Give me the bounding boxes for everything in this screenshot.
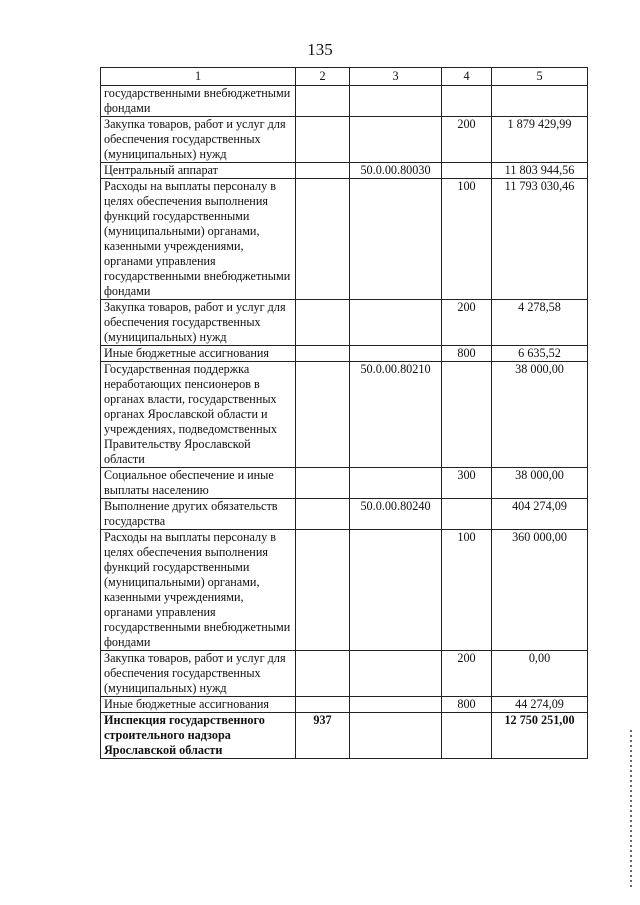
header-cell: 2 [296,68,350,86]
table-row [101,300,588,346]
code-cell [296,163,350,179]
code-cell: 937 [296,713,350,759]
amount-cell [492,86,588,117]
name-cell: Социальное обеспечение и иные выплаты населению [101,468,296,499]
article-cell [350,530,442,651]
article-cell [350,697,442,713]
margin-mark [630,730,632,890]
table-row [101,117,588,163]
expense-type-cell: 200 [442,117,492,163]
expense-type-cell: 100 [442,530,492,651]
code-cell [296,117,350,163]
table-row [101,530,588,651]
article-cell [350,179,442,300]
code-cell [296,530,350,651]
article-cell [350,468,442,499]
header-row [101,68,588,86]
amount-cell: 6 635,52 [492,346,588,362]
table-row [101,362,588,468]
expense-type-cell [442,86,492,117]
name-cell: Закупка товаров, работ и услуг для обеспечения государственных (муниципальных) нужд [101,651,296,697]
expense-type-cell: 800 [442,697,492,713]
expense-type-cell: 200 [442,300,492,346]
table-row [101,468,588,499]
article-cell [350,86,442,117]
name-cell: Центральный аппарат [101,163,296,179]
name-cell: Инспекция государственного строительного надзора Ярославской области [101,713,296,759]
amount-cell: 1 879 429,99 [492,117,588,163]
header-cell: 5 [492,68,588,86]
expense-type-cell [442,362,492,468]
name-cell: Расходы на выплаты персоналу в целях обеспечения выполнения функций государственными (муниципальными) органами, казенными учреждениями, органами управления государственными внебюджетными фондами [101,530,296,651]
amount-cell: 38 000,00 [492,468,588,499]
amount-cell: 0,00 [492,651,588,697]
article-cell: 50.0.00.80240 [350,499,442,530]
expense-type-cell: 200 [442,651,492,697]
article-cell: 50.0.00.80210 [350,362,442,468]
header-cell: 4 [442,68,492,86]
expense-type-cell: 100 [442,179,492,300]
code-cell [296,468,350,499]
article-cell [350,651,442,697]
name-cell: Иные бюджетные ассигнования [101,697,296,713]
expense-type-cell [442,713,492,759]
expense-type-cell [442,163,492,179]
expense-type-cell: 800 [442,346,492,362]
article-cell [350,300,442,346]
table-row [101,499,588,530]
header-cell: 3 [350,68,442,86]
code-cell [296,346,350,362]
code-cell [296,697,350,713]
name-cell: государственными внебюджетными фондами [101,86,296,117]
amount-cell: 44 274,09 [492,697,588,713]
amount-cell: 360 000,00 [492,530,588,651]
article-cell [350,346,442,362]
code-cell [296,300,350,346]
expense-type-cell [442,499,492,530]
name-cell: Закупка товаров, работ и услуг для обеспечения государственных (муниципальных) нужд [101,117,296,163]
table-row [101,651,588,697]
amount-cell: 38 000,00 [492,362,588,468]
article-cell [350,713,442,759]
name-cell: Государственная поддержка неработающих пенсионеров в органах власти, государственных органах Ярославской области и учреждениях, подведомственных Правительству Ярославской области [101,362,296,468]
code-cell [296,179,350,300]
name-cell: Иные бюджетные ассигнования [101,346,296,362]
name-cell: Расходы на выплаты персоналу в целях обеспечения выполнения функций государственными (муниципальными) органами, казенными учреждениями, органами управления государственными внебюджетными фондами [101,179,296,300]
table-row [101,346,588,362]
article-cell: 50.0.00.80030 [350,163,442,179]
code-cell [296,499,350,530]
code-cell [296,86,350,117]
code-cell [296,651,350,697]
amount-cell: 4 278,58 [492,300,588,346]
amount-cell: 404 274,09 [492,499,588,530]
table-row [101,163,588,179]
code-cell [296,362,350,468]
name-cell: Выполнение других обязательств государства [101,499,296,530]
name-cell: Закупка товаров, работ и услуг для обеспечения государственных (муниципальных) нужд [101,300,296,346]
header-cell: 1 [101,68,296,86]
total-row [101,713,588,759]
amount-cell: 12 750 251,00 [492,713,588,759]
article-cell [350,117,442,163]
budget-table [100,67,588,759]
amount-cell: 11 803 944,56 [492,163,588,179]
page-number: 135 [307,40,333,59]
amount-cell: 11 793 030,46 [492,179,588,300]
table-row [101,179,588,300]
table-row [101,697,588,713]
expense-type-cell: 300 [442,468,492,499]
table-row [101,86,588,117]
